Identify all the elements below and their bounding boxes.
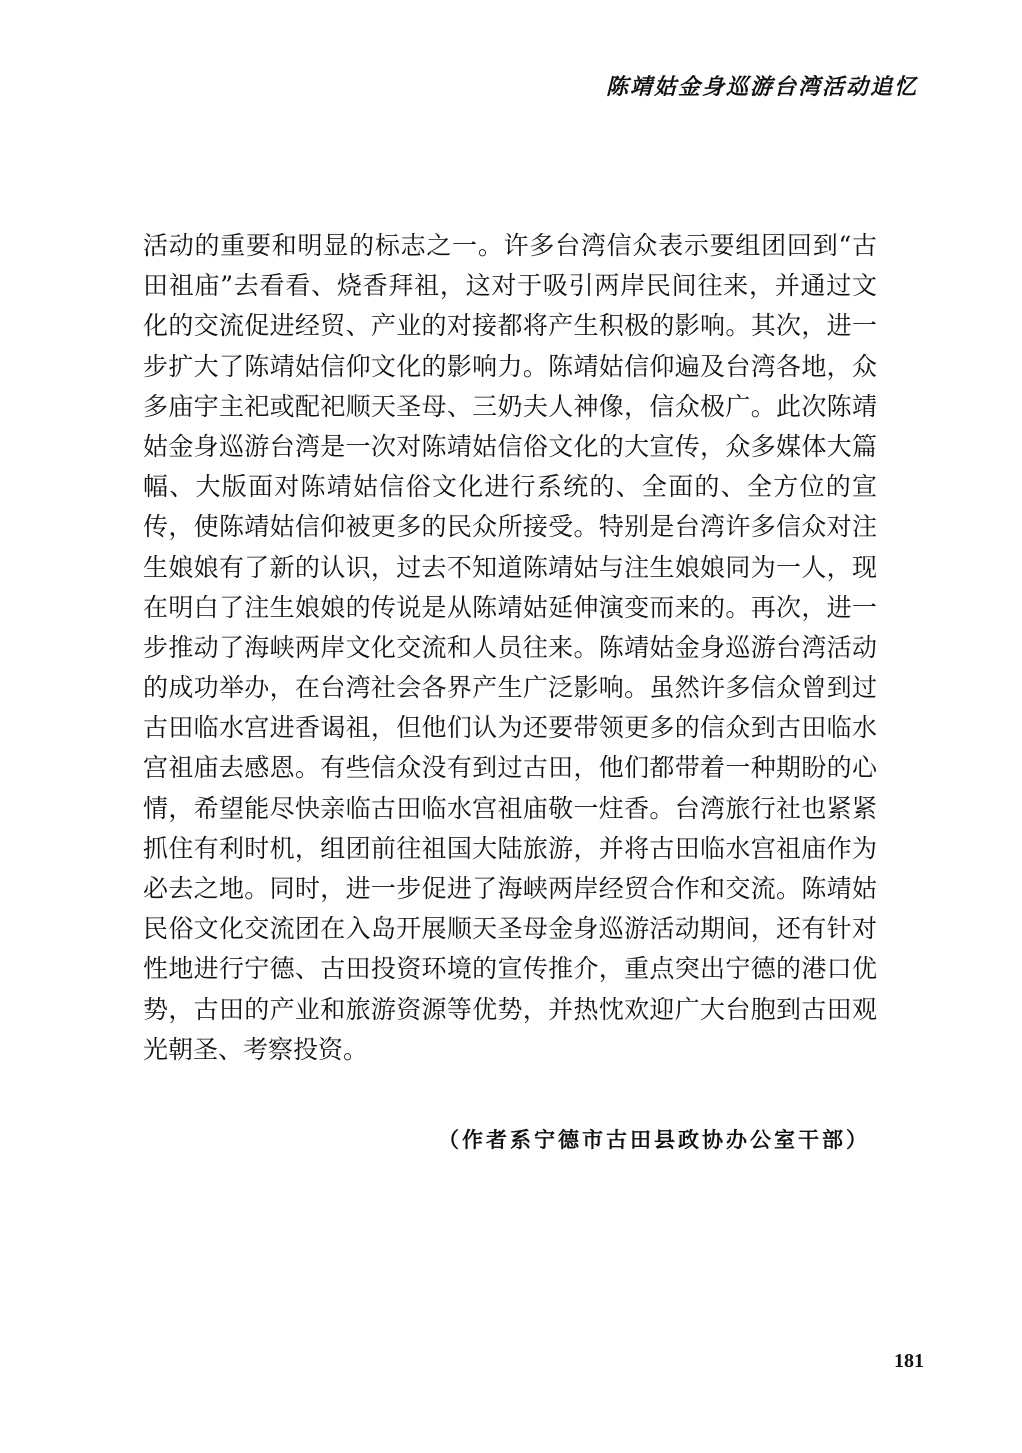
text-line: 多庙宇主祀或配祀顺天圣母、三奶夫人神像，信众极广。此次陈靖 (143, 391, 877, 421)
body-paragraph (143, 226, 877, 1070)
text-line: 光朝圣、考察投资。 (143, 1034, 369, 1064)
text-line: 步推动了海峡两岸文化交流和人员往来。陈靖姑金身巡游台湾活动 (143, 632, 877, 662)
text-line: 情，希望能尽快亲临古田临水宫祖庙敬一炷香。台湾旅行社也紧紧 (143, 793, 877, 823)
text-line: 势，古田的产业和旅游资源等优势，并热忱欢迎广大台胞到古田观 (143, 994, 877, 1024)
text-line: 的成功举办，在台湾社会各界产生广泛影响。虽然许多信众曾到过 (143, 673, 877, 703)
text-line: 田祖庙”去看看、烧香拜祖，这对于吸引两岸民间往来，并通过文 (143, 271, 877, 301)
text-line: 宫祖庙去感恩。有些信众没有到过古田，他们都带着一种期盼的心 (143, 753, 877, 783)
text-line: 性地进行宁德、古田投资环境的宣传推介，重点突出宁德的港口优 (143, 954, 877, 984)
text-line: 化的交流促进经贸、产业的对接都将产生积极的影响。其次，进一 (143, 311, 877, 341)
text-line: 抓住有利时机，组团前往祖国大陆旅游，并将古田临水宫祖庙作为 (143, 833, 877, 863)
page-number: 181 (894, 1350, 924, 1372)
text-line: 古田临水宫进香谒祖，但他们认为还要带领更多的信众到古田临水 (143, 713, 877, 743)
text-line: 必去之地。同时，进一步促进了海峡两岸经贸合作和交流。陈靖姑 (143, 874, 877, 903)
text-line: 活动的重要和明显的标志之一。许多台湾信众表示要组团回到“古 (143, 231, 877, 260)
text-line: 在明白了注生娘娘的传说是从陈靖姑延伸演变而来的。再次，进一 (143, 592, 877, 622)
text-line: 传，使陈靖姑信仰被更多的民众所接受。特别是台湾许多信众对注 (143, 512, 877, 542)
text-line: 生娘娘有了新的认识，过去不知道陈靖姑与注生娘娘同为一人，现 (143, 552, 877, 582)
author-note: （作者系宁德市古田县政协办公室干部） (438, 1127, 870, 1152)
running-header-title: 陈靖姑金身巡游台湾活动追忆 (605, 74, 918, 100)
text-line: 姑金身巡游台湾是一次对陈靖姑信俗文化的大宣传，众多媒体大篇 (143, 431, 877, 461)
text-line: 幅、大版面对陈靖姑信俗文化进行系统的、全面的、全方位的宣 (143, 472, 877, 502)
text-line: 步扩大了陈靖姑信仰文化的影响力。陈靖姑信仰遍及台湾各地，众 (143, 351, 877, 381)
text-line: 民俗文化交流团在入岛开展顺天圣母金身巡游活动期间，还有针对 (143, 914, 877, 944)
